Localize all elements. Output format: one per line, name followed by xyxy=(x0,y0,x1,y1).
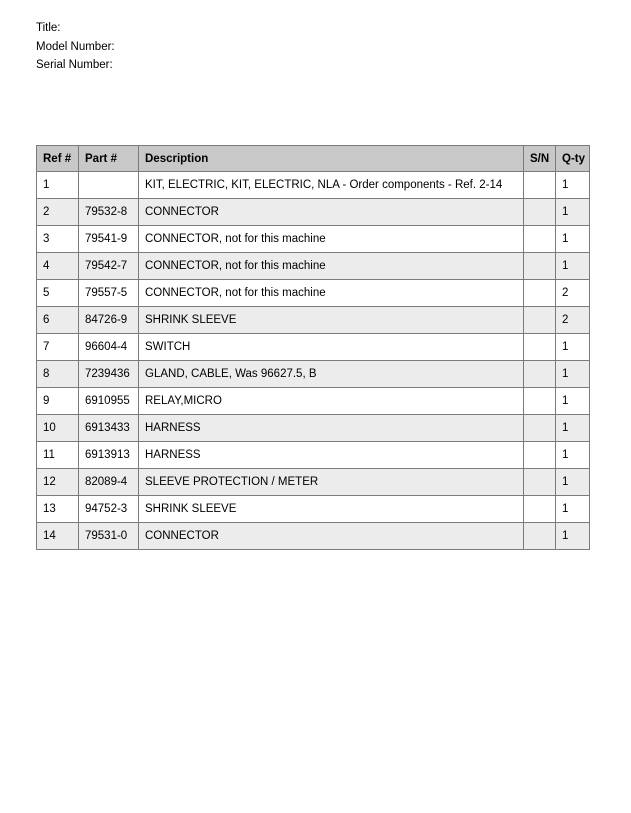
parts-table-head xyxy=(37,146,590,172)
cell-qty: 1 xyxy=(556,415,590,442)
cell-part: 79541-9 xyxy=(79,226,139,253)
cell-part: 84726-9 xyxy=(79,307,139,334)
cell-description: CONNECTOR xyxy=(139,199,524,226)
cell-part: 79557-5 xyxy=(79,280,139,307)
cell-part: 79531-0 xyxy=(79,523,139,550)
cell-ref: 13 xyxy=(37,496,79,523)
cell-sn xyxy=(524,253,556,280)
cell-part: 79542-7 xyxy=(79,253,139,280)
cell-ref: 9 xyxy=(37,388,79,415)
column-header-part: Part # xyxy=(79,146,139,172)
cell-part: 6913433 xyxy=(79,415,139,442)
cell-ref: 11 xyxy=(37,442,79,469)
table-row xyxy=(37,523,590,550)
cell-description: KIT, ELECTRIC, KIT, ELECTRIC, NLA - Order components - Ref. 2-14 xyxy=(139,172,524,199)
cell-part: 7239436 xyxy=(79,361,139,388)
cell-sn xyxy=(524,442,556,469)
table-row xyxy=(37,415,590,442)
cell-qty: 1 xyxy=(556,226,590,253)
document-header xyxy=(36,19,115,75)
table-row xyxy=(37,496,590,523)
cell-part: 94752-3 xyxy=(79,496,139,523)
cell-description: SWITCH xyxy=(139,334,524,361)
parts-table-body xyxy=(37,172,590,550)
cell-description: SLEEVE PROTECTION / METER xyxy=(139,469,524,496)
cell-part: 6913913 xyxy=(79,442,139,469)
table-row xyxy=(37,361,590,388)
cell-qty: 1 xyxy=(556,469,590,496)
cell-sn xyxy=(524,307,556,334)
cell-ref: 14 xyxy=(37,523,79,550)
cell-ref: 5 xyxy=(37,280,79,307)
cell-qty: 1 xyxy=(556,442,590,469)
table-row xyxy=(37,469,590,496)
cell-ref: 7 xyxy=(37,334,79,361)
cell-sn xyxy=(524,415,556,442)
cell-sn xyxy=(524,280,556,307)
cell-qty: 1 xyxy=(556,388,590,415)
cell-qty: 1 xyxy=(556,172,590,199)
cell-qty: 2 xyxy=(556,307,590,334)
cell-part xyxy=(79,172,139,199)
cell-sn xyxy=(524,226,556,253)
cell-sn xyxy=(524,334,556,361)
cell-sn xyxy=(524,496,556,523)
table-row xyxy=(37,388,590,415)
cell-part: 79532-8 xyxy=(79,199,139,226)
cell-sn xyxy=(524,172,556,199)
cell-description: RELAY,MICRO xyxy=(139,388,524,415)
header-model-number-label: Model Number: xyxy=(36,40,115,53)
cell-qty: 1 xyxy=(556,523,590,550)
cell-description: CONNECTOR, not for this machine xyxy=(139,226,524,253)
header-serial-number-label: Serial Number: xyxy=(36,59,113,71)
cell-sn xyxy=(524,199,556,226)
cell-sn xyxy=(524,388,556,415)
table-row xyxy=(37,172,590,199)
cell-description: HARNESS xyxy=(139,415,524,442)
column-header-description: Description xyxy=(139,146,524,172)
cell-ref: 2 xyxy=(37,199,79,226)
cell-sn xyxy=(524,361,556,388)
column-header-ref: Ref # xyxy=(37,146,79,172)
cell-description: SHRINK SLEEVE xyxy=(139,307,524,334)
column-header-qty: Q-ty xyxy=(556,146,590,172)
table-header-row xyxy=(37,146,590,172)
header-title-label: Title: xyxy=(36,22,61,34)
cell-part: 6910955 xyxy=(79,388,139,415)
table-row xyxy=(37,307,590,334)
cell-sn xyxy=(524,469,556,496)
cell-ref: 3 xyxy=(37,226,79,253)
table-row xyxy=(37,442,590,469)
cell-qty: 1 xyxy=(556,334,590,361)
cell-qty: 1 xyxy=(556,361,590,388)
parts-table-container xyxy=(36,145,589,550)
cell-qty: 1 xyxy=(556,199,590,226)
parts-table xyxy=(36,145,590,550)
cell-ref: 6 xyxy=(37,307,79,334)
cell-ref: 12 xyxy=(37,469,79,496)
cell-description: GLAND, CABLE, Was 96627.5, B xyxy=(139,361,524,388)
cell-part: 82089-4 xyxy=(79,469,139,496)
table-row xyxy=(37,253,590,280)
cell-description: SHRINK SLEEVE xyxy=(139,496,524,523)
cell-description: CONNECTOR, not for this machine xyxy=(139,280,524,307)
cell-qty: 1 xyxy=(556,496,590,523)
cell-part: 96604-4 xyxy=(79,334,139,361)
table-row xyxy=(37,199,590,226)
table-row xyxy=(37,226,590,253)
cell-description: CONNECTOR, not for this machine xyxy=(139,253,524,280)
cell-qty: 1 xyxy=(556,253,590,280)
table-row xyxy=(37,280,590,307)
cell-ref: 4 xyxy=(37,253,79,280)
cell-ref: 1 xyxy=(37,172,79,199)
cell-ref: 8 xyxy=(37,361,79,388)
cell-description: CONNECTOR xyxy=(139,523,524,550)
cell-ref: 10 xyxy=(37,415,79,442)
cell-qty: 2 xyxy=(556,280,590,307)
column-header-sn: S/N xyxy=(524,146,556,172)
cell-sn xyxy=(524,523,556,550)
cell-description: HARNESS xyxy=(139,442,524,469)
table-row xyxy=(37,334,590,361)
